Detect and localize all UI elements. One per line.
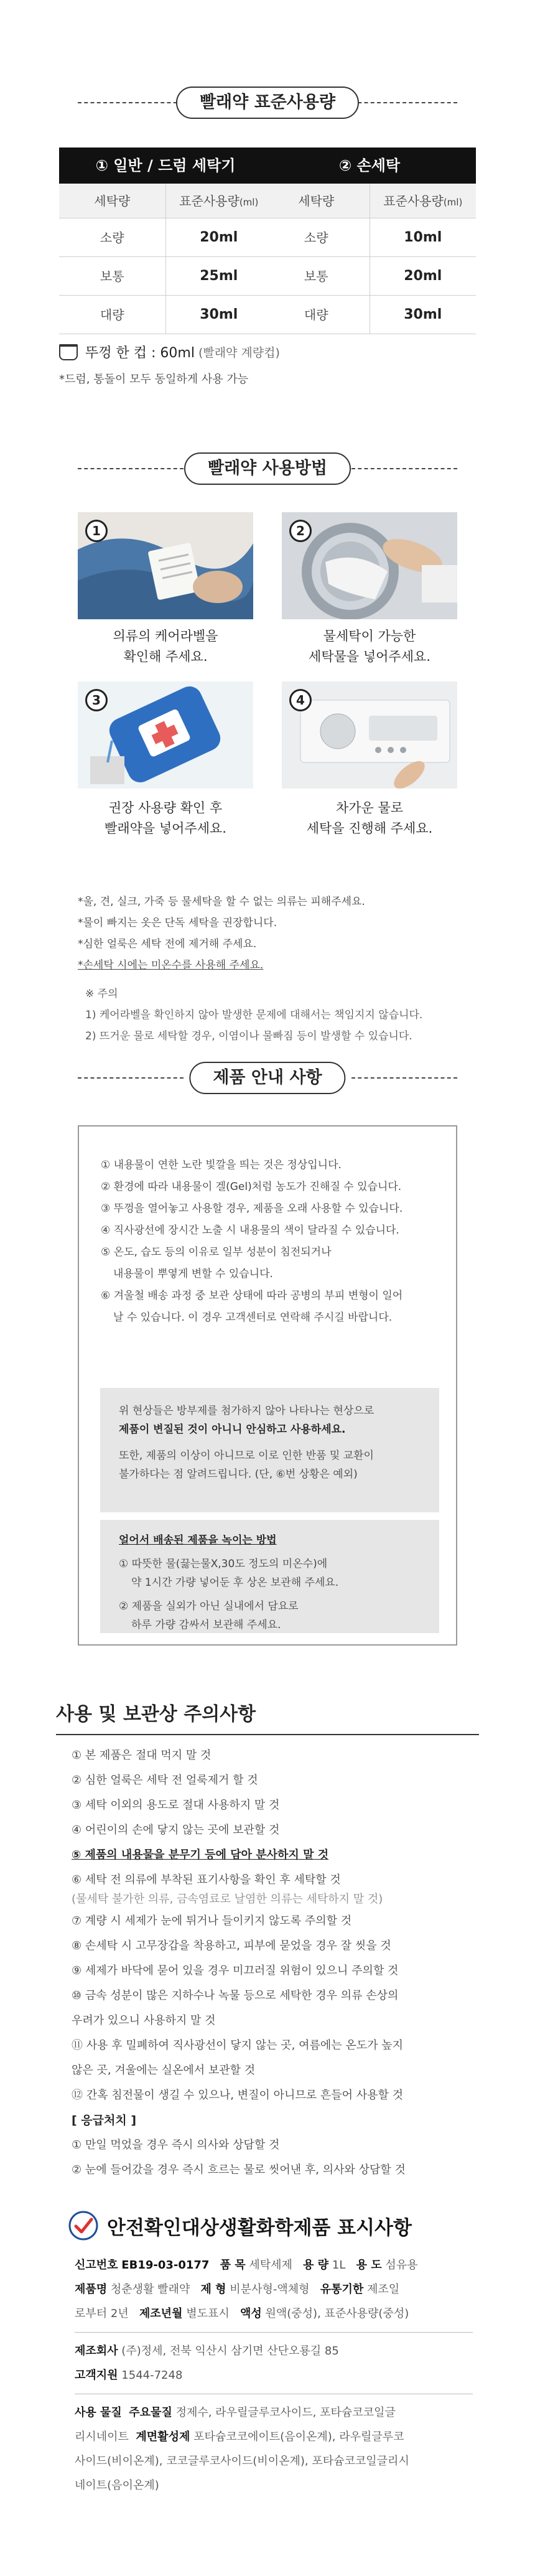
- caution-title: 사용 및 보관상 주의사항: [56, 1703, 256, 1725]
- value: EB19-03-0177: [121, 2259, 210, 2272]
- washer-usage-table: [59, 148, 272, 334]
- divider: [75, 2332, 473, 2333]
- note-line: *심한 얼룩은 세탁 전에 제거해 주세요.: [78, 938, 257, 950]
- col-load-header: 세탁량: [263, 184, 370, 218]
- safety-label-title-row: [68, 2211, 412, 2241]
- label: 계면활성제: [136, 2430, 190, 2443]
- load-cell: 대량: [59, 296, 166, 334]
- step-number-badge: 2: [289, 520, 312, 542]
- caution-item: ④ 어린이의 손에 닿지 않는 곳에 보관할 것: [72, 1824, 280, 1837]
- notice-line: 또한, 제품의 이상이 아니므로 이로 인한 반품 및 교환이: [119, 1450, 374, 1462]
- label: 용 도: [356, 2259, 382, 2272]
- divider: [351, 102, 457, 103]
- safety-row: [75, 2277, 473, 2302]
- safety-row: [75, 2339, 473, 2363]
- label: 사용 물질: [75, 2406, 122, 2419]
- caution-item: ⑧ 손세탁 시 고무장갑을 착용하고, 피부에 묻었을 경우 잘 씻을 것: [72, 1939, 391, 1952]
- col-usage-header: [166, 184, 272, 218]
- col-usage-label: 표준사용량: [383, 194, 444, 208]
- divider: [78, 468, 184, 469]
- col-usage-label: 표준사용량: [179, 194, 240, 208]
- preservative-notice: [119, 1402, 427, 1484]
- label: 제조회사: [75, 2344, 118, 2358]
- caption-line: 빨래약을 넣어주세요.: [105, 821, 226, 836]
- caution-item: ① 본 제품은 절대 먹지 말 것: [72, 1749, 212, 1762]
- unit-label: (ml): [239, 197, 259, 208]
- info-item: ② 환경에 따라 내용물이 겔(Gel)처럼 농도가 진해질 수 있습니다.: [101, 1181, 402, 1193]
- note-line: *물이 빠지는 옷은 단독 세탁을 권장합니다.: [78, 917, 277, 929]
- standard-usage-heading-row: [0, 84, 535, 121]
- safety-check-icon: [68, 2211, 98, 2241]
- table-row: [263, 296, 476, 334]
- safety-row: [75, 2400, 473, 2425]
- notice-line: 불가하다는 점 알려드립니다. (단, ⑥번 상황은 예외): [119, 1468, 358, 1481]
- caution-item: ③ 세탁 이외의 용도로 절대 사용하지 말 것: [72, 1799, 280, 1812]
- safety-label-title: 안전확인대상생활화학제품 표시사항: [107, 2216, 412, 2239]
- divider: [78, 102, 184, 103]
- caption-line: 물세탁이 가능한: [323, 629, 416, 644]
- value: 청춘생활 빨래약: [110, 2283, 190, 2296]
- label: 용 량: [303, 2259, 329, 2272]
- col-usage-header: [370, 184, 477, 218]
- usage-cell: 30ml: [404, 307, 442, 322]
- thaw-line: 하루 가량 감싸서 보관해 주세요.: [131, 1619, 281, 1631]
- caution-item-sub: (물세탁 불가한 의류, 금속염료로 날염한 의류는 세탁하지 말 것): [72, 1893, 383, 1906]
- cup-measure-text: 뚜껑 한 컵 : 60ml: [85, 345, 195, 361]
- handwash-usage-table: [263, 148, 476, 334]
- value: 네이트(음이온계): [75, 2479, 159, 2492]
- measuring-cup-icon: [59, 344, 78, 360]
- note-line: *손세탁 시에는 미온수를 사용해 주세요.: [78, 959, 264, 972]
- handwash-table-title: ② 손세탁: [263, 148, 476, 184]
- thaw-line: ② 제품을 실외가 아닌 실내에서 담요로: [119, 1600, 299, 1613]
- value: 비분사형-액체형: [230, 2283, 310, 2296]
- load-cell: 보통: [263, 257, 370, 295]
- how-to-use-heading-row: [0, 450, 535, 487]
- value: 원액(중성), 표준사용량(중성): [265, 2307, 409, 2320]
- handwash-table-header: [263, 184, 476, 218]
- preservative-notice-box: [100, 1388, 439, 1512]
- product-info-heading-row: [0, 1059, 535, 1097]
- info-item: ① 내용물이 연한 노란 빛깔을 띄는 것은 정상입니다.: [101, 1159, 342, 1171]
- safety-label-grid: [75, 2253, 473, 2498]
- safety-row: [75, 2253, 473, 2277]
- product-info-list: [101, 1155, 449, 1329]
- info-item: ⑥ 겨울철 배송 과정 중 보관 상태에 따라 공병의 부피 변형이 일어: [101, 1290, 403, 1302]
- step-number-badge: 1: [85, 520, 108, 542]
- load-cell: 소량: [263, 218, 370, 256]
- cup-measure-line: [59, 342, 280, 362]
- caution-item: ⑥ 세탁 전 의류에 부착된 표기사항을 확인 후 세탁할 것: [72, 1873, 341, 1886]
- caution-item-cont: 않은 곳, 겨울에는 실온에서 보관할 것: [72, 2064, 256, 2077]
- value: 1L: [332, 2259, 346, 2272]
- thaw-method: [119, 1531, 427, 1634]
- caution-item: ② 심한 얼룩은 세탁 전 얼룩제거 할 것: [72, 1774, 258, 1787]
- value: 1544-7248: [121, 2369, 183, 2382]
- value: 로부터 2년: [75, 2307, 129, 2320]
- value: 제조일: [366, 2283, 400, 2296]
- step-number-badge: 3: [85, 689, 108, 711]
- info-item-cont: 날 수 있습니다. 이 경우 고객센터로 연락해 주시길 바랍니다.: [113, 1311, 393, 1324]
- usage-cell: 20ml: [404, 268, 442, 284]
- unit-label: (ml): [443, 197, 463, 208]
- divider: [78, 1077, 184, 1079]
- product-info-box: [78, 1125, 457, 1646]
- product-info-title: 제품 안내 사항: [189, 1062, 345, 1094]
- caption-line: 세탁을 진행해 주세요.: [306, 821, 433, 836]
- standard-usage-title: 빨래약 표준사용량: [176, 87, 359, 119]
- drum-note: *드럼, 통돌이 모두 동일하게 사용 가능: [59, 373, 249, 386]
- value: 별도표시: [186, 2307, 230, 2320]
- notice-line: 제품이 변질된 것이 아니니 안심하고 사용하세요.: [119, 1423, 346, 1436]
- label: 제품명: [75, 2283, 108, 2296]
- how-to-use-title: 빨래약 사용방법: [184, 452, 351, 485]
- value: 세탁세제: [249, 2259, 292, 2272]
- caption-line: 의류의 케어라벨을: [113, 629, 218, 644]
- thaw-title: 얼어서 배송된 제품을 녹이는 방법: [119, 1534, 277, 1547]
- usage-notes: [78, 891, 365, 976]
- step-number-badge: 4: [289, 689, 312, 711]
- label: 신고번호: [75, 2259, 118, 2272]
- divider: [351, 1077, 457, 1079]
- cup-measure-note: (빨래약 계량컵): [198, 346, 280, 360]
- warning-title: ※ 주의: [85, 988, 118, 1000]
- value: 포타슘코코에이트(음이온계), 라우릴글루코: [193, 2430, 404, 2443]
- usage-cell: 30ml: [200, 307, 238, 322]
- label: 액성: [240, 2307, 262, 2320]
- load-cell: 대량: [263, 296, 370, 334]
- thaw-line: ① 따뜻한 물(끓는물X,30도 정도의 미온수)에: [119, 1558, 328, 1570]
- safety-row: [75, 2302, 473, 2326]
- value: 리시네이트: [75, 2430, 129, 2443]
- usage-cell: 10ml: [404, 230, 442, 245]
- first-aid-title: [ 응급처치 ]: [72, 2114, 137, 2127]
- warning-line: 1) 케어라벨을 확인하지 않아 발생한 문제에 대해서는 책임지지 않습니다.: [85, 1009, 423, 1021]
- thaw-method-box: [100, 1520, 439, 1633]
- step-3-image: [78, 681, 253, 789]
- table-row: [59, 296, 272, 334]
- caution-item: ⑦ 계량 시 세제가 눈에 튀거나 들이키지 않도록 주의할 것: [72, 1914, 352, 1927]
- caution-item: ⑫ 간혹 침전물이 생길 수 있으나, 변질이 아니므로 흔들어 사용할 것: [72, 2089, 404, 2102]
- load-cell: 소량: [59, 218, 166, 256]
- washer-table-header: [59, 184, 272, 218]
- notice-line: 위 현상들은 방부제를 첨가하지 않아 나타나는 현상으로: [119, 1405, 374, 1417]
- value: 정제수, 라우릴글루코사이드, 포타슘코코일글: [175, 2406, 396, 2419]
- load-cell: 보통: [59, 257, 166, 295]
- safety-row: [75, 2425, 473, 2449]
- table-row: [263, 218, 476, 257]
- info-item: ④ 직사광선에 장시간 노출 시 내용물의 색이 달라질 수 있습니다.: [101, 1224, 399, 1237]
- washer-table-title: ① 일반 / 드럼 세탁기: [59, 148, 272, 184]
- note-line: *울, 견, 실크, 가죽 등 물세탁을 할 수 없는 의류는 피해주세요.: [78, 896, 365, 908]
- divider: [351, 468, 457, 469]
- label: 주요물질: [129, 2406, 172, 2419]
- usage-cell: 20ml: [200, 230, 238, 245]
- step-3-caption: [78, 798, 253, 839]
- caution-item-cont: 우려가 있으니 사용하지 말 것: [72, 2014, 216, 2027]
- step-4-caption: [282, 798, 457, 839]
- value: (주)정세, 전북 익산시 삼기면 산단오룡길 85: [121, 2344, 339, 2358]
- info-item-cont: 내용물이 뿌옇게 변할 수 있습니다.: [113, 1268, 273, 1280]
- step-1-caption: [78, 626, 253, 667]
- label: 품 목: [220, 2259, 246, 2272]
- usage-warnings: [85, 983, 422, 1047]
- caution-item-highlight: ⑤ 제품의 내용물을 분무기 등에 담아 분사하지 말 것: [72, 1848, 329, 1862]
- caption-line: 권장 사용량 확인 후: [108, 800, 223, 815]
- caption-line: 확인해 주세요.: [123, 649, 208, 664]
- thaw-line: 약 1시간 가량 넣어둔 후 상온 보관해 주세요.: [131, 1576, 339, 1589]
- safety-row: [75, 2363, 473, 2387]
- caution-item: ⑨ 세제가 바닥에 묻어 있을 경우 미끄러질 위험이 있으니 주의할 것: [72, 1964, 399, 1977]
- divider: [56, 1734, 479, 1735]
- caution-list: [72, 1743, 463, 2183]
- label: 유통기한: [320, 2283, 364, 2296]
- label: 고객지원: [75, 2369, 118, 2382]
- warning-line: 2) 뜨거운 물로 세탁할 경우, 이염이나 물빠짐 등이 발생할 수 있습니다.: [85, 1030, 412, 1042]
- caution-item: ⑩ 금속 성분이 많은 지하수나 녹물 등으로 세탁한 경우 의류 손상의: [72, 1989, 399, 2002]
- info-item: ③ 뚜껑을 열어놓고 사용할 경우, 제품을 오래 사용할 수 있습니다.: [101, 1202, 403, 1215]
- caution-item: ⑪ 사용 후 밀폐하여 직사광선이 닿지 않는 곳, 여름에는 온도가 높지: [72, 2039, 404, 2052]
- label: 제 형: [200, 2283, 226, 2296]
- caption-line: 세탁물을 넣어주세요.: [309, 649, 430, 664]
- value: 섬유용: [385, 2259, 418, 2272]
- caption-line: 차가운 물로: [335, 800, 404, 815]
- step-4-image: [282, 681, 457, 789]
- col-load-header: 세탁량: [59, 184, 166, 218]
- step-2-caption: [282, 626, 457, 667]
- first-aid-item: ② 눈에 들어갔을 경우 즉시 흐르는 물로 씻어낸 후, 의사와 상담할 것: [72, 2163, 406, 2176]
- usage-cell: 25ml: [200, 268, 238, 284]
- first-aid-item: ① 만일 먹었을 경우 즉시 의사와 상담할 것: [72, 2138, 280, 2152]
- table-row: [59, 257, 272, 296]
- step-2-image: [282, 512, 457, 619]
- table-row: [263, 257, 476, 296]
- value: 사이드(비이온계), 코코글루코사이드(비이온계), 포타슘코코일글리시: [75, 2455, 409, 2468]
- step-1-image: [78, 512, 253, 619]
- label: 제조년월: [139, 2307, 183, 2320]
- info-item: ⑤ 온도, 습도 등의 이유로 일부 성분이 침전되거나: [101, 1246, 332, 1258]
- table-row: [59, 218, 272, 257]
